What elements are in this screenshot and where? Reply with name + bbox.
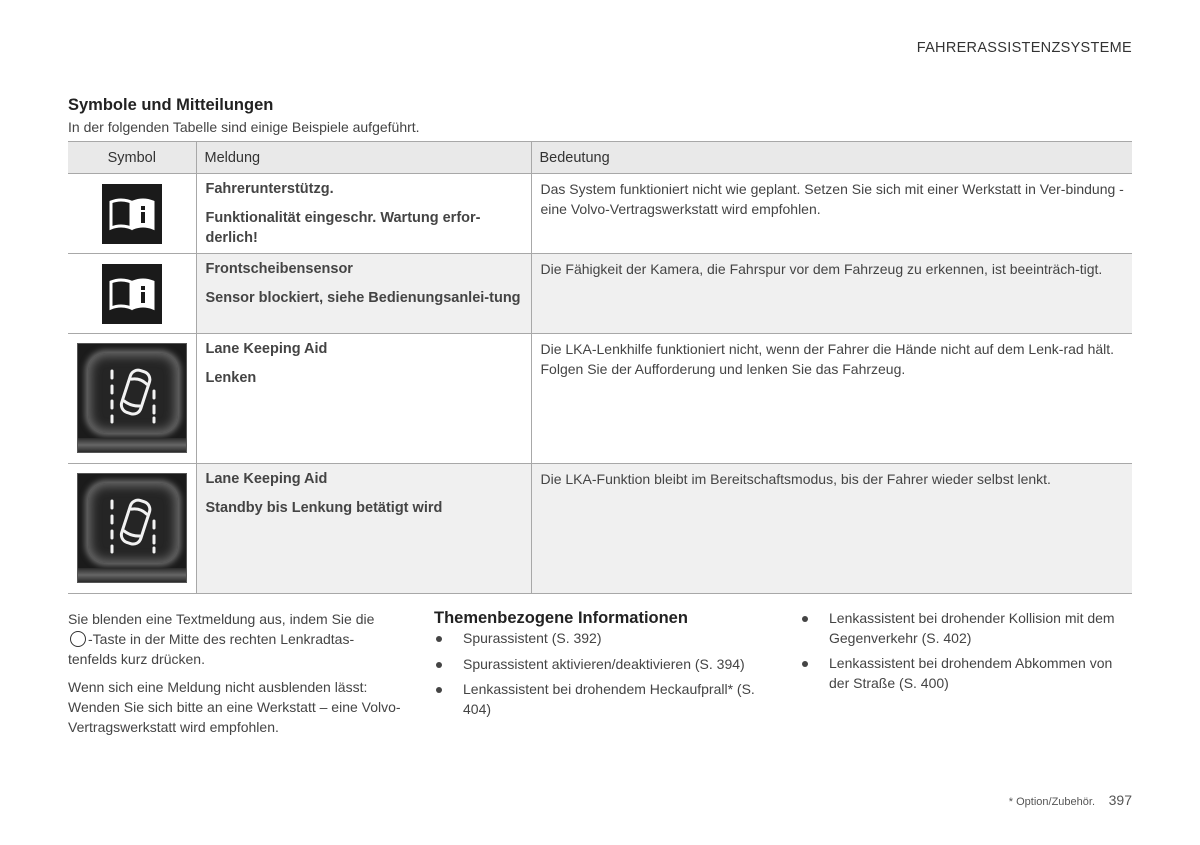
dismiss-instructions <box>68 609 403 745</box>
meaning-cell: Die Fähigkeit der Kamera, die Fahrspur vor dem Fahrzeug zu erkennen, ist beeinträch-tigt. <box>531 254 1132 334</box>
meaning-cell: Das System funktioniert nicht wie geplant. Setzen Sie sich mit einer Werkstatt in Ver-bindung - eine Volvo-Vertragswerkstatt wird empfohlen. <box>531 174 1132 254</box>
symbol-cell <box>68 174 196 254</box>
table-header-row <box>68 142 1132 174</box>
section-header: FAHRERASSISTENZSYSTEME <box>916 40 1132 56</box>
meaning-cell: Die LKA-Funktion bleibt im Bereitschaftsmodus, bis der Fahrer wieder selbst lenkt. <box>531 464 1132 594</box>
message-text: Sensor blockiert, siehe Bedienungsanlei-tung <box>205 290 521 306</box>
manual-info-icon <box>102 264 162 324</box>
related-link[interactable]: Spurassistent aktivieren/deaktivieren (S. 394) <box>434 655 764 675</box>
symbol-cell <box>68 464 196 594</box>
dismiss-paragraph <box>68 609 403 669</box>
messages-table <box>68 141 1132 594</box>
column-header-symbol: Symbol <box>68 142 196 174</box>
lane-keeping-aid-standby-icon <box>77 473 187 583</box>
meaning-cell: Die LKA-Lenkhilfe funktioniert nicht, wenn der Fahrer die Hände nicht auf dem Lenk-rad hält. Folgen Sie der Aufforderung und lenken Sie das Fahrzeug. <box>531 334 1132 464</box>
page-footer <box>1009 792 1132 808</box>
dismiss-text-after: -Taste in der Mitte des rechten Lenkradtas-tenfelds kurz drücken. <box>68 631 355 667</box>
page-heading: Symbole und Mitteilungen <box>68 96 274 114</box>
table-row <box>68 254 1132 334</box>
message-cell <box>196 334 531 464</box>
symbol-cell <box>68 334 196 464</box>
message-text: Standby bis Lenkung betätigt wird <box>205 500 443 516</box>
related-link[interactable]: Lenkassistent bei drohendem Abkommen von der Straße (S. 400) <box>800 654 1132 693</box>
column-header-bedeutung: Bedeutung <box>531 142 1132 174</box>
message-text: Funktionalität eingeschr. Wartung erfor-derlich! <box>205 210 481 246</box>
related-link[interactable]: Spurassistent (S. 392) <box>434 629 764 649</box>
table-row <box>68 334 1132 464</box>
table-row <box>68 464 1132 594</box>
message-title: Lane Keeping Aid <box>205 341 328 357</box>
related-link[interactable]: Lenkassistent bei drohender Kollision mit dem Gegenverkehr (S. 402) <box>800 609 1132 648</box>
message-title: Frontscheibensensor <box>205 261 353 277</box>
workshop-paragraph: Wenn sich eine Meldung nicht ausblenden lässt: Wenden Sie sich bitte an eine Werkstatt – eine Volvo-Vertragswerkstatt wird empfohlen. <box>68 679 401 735</box>
round-button-icon <box>70 631 86 647</box>
message-cell <box>196 254 531 334</box>
related-list-right <box>800 609 1132 699</box>
message-cell <box>196 464 531 594</box>
message-title: Lane Keeping Aid <box>205 471 328 487</box>
related-info-heading: Themenbezogene Informationen <box>434 609 688 627</box>
dismiss-text-before: Sie blenden eine Textmeldung aus, indem Sie die <box>68 611 375 627</box>
related-list-left <box>434 629 764 725</box>
message-cell <box>196 174 531 254</box>
message-text: Lenken <box>205 370 257 386</box>
symbol-cell <box>68 254 196 334</box>
manual-info-icon <box>102 184 162 244</box>
column-header-meldung: Meldung <box>196 142 531 174</box>
related-link[interactable]: Lenkassistent bei drohendem Heckaufprall* (S. 404) <box>434 680 764 719</box>
option-footnote: * Option/Zubehör. <box>1008 796 1096 808</box>
table-row <box>68 174 1132 254</box>
message-title: Fahrerunterstützg. <box>205 181 334 197</box>
page-number: 397 <box>1108 792 1132 808</box>
lane-keeping-aid-icon <box>77 343 187 453</box>
intro-text: In der folgenden Tabelle sind einige Beispiele aufgeführt. <box>68 119 420 135</box>
